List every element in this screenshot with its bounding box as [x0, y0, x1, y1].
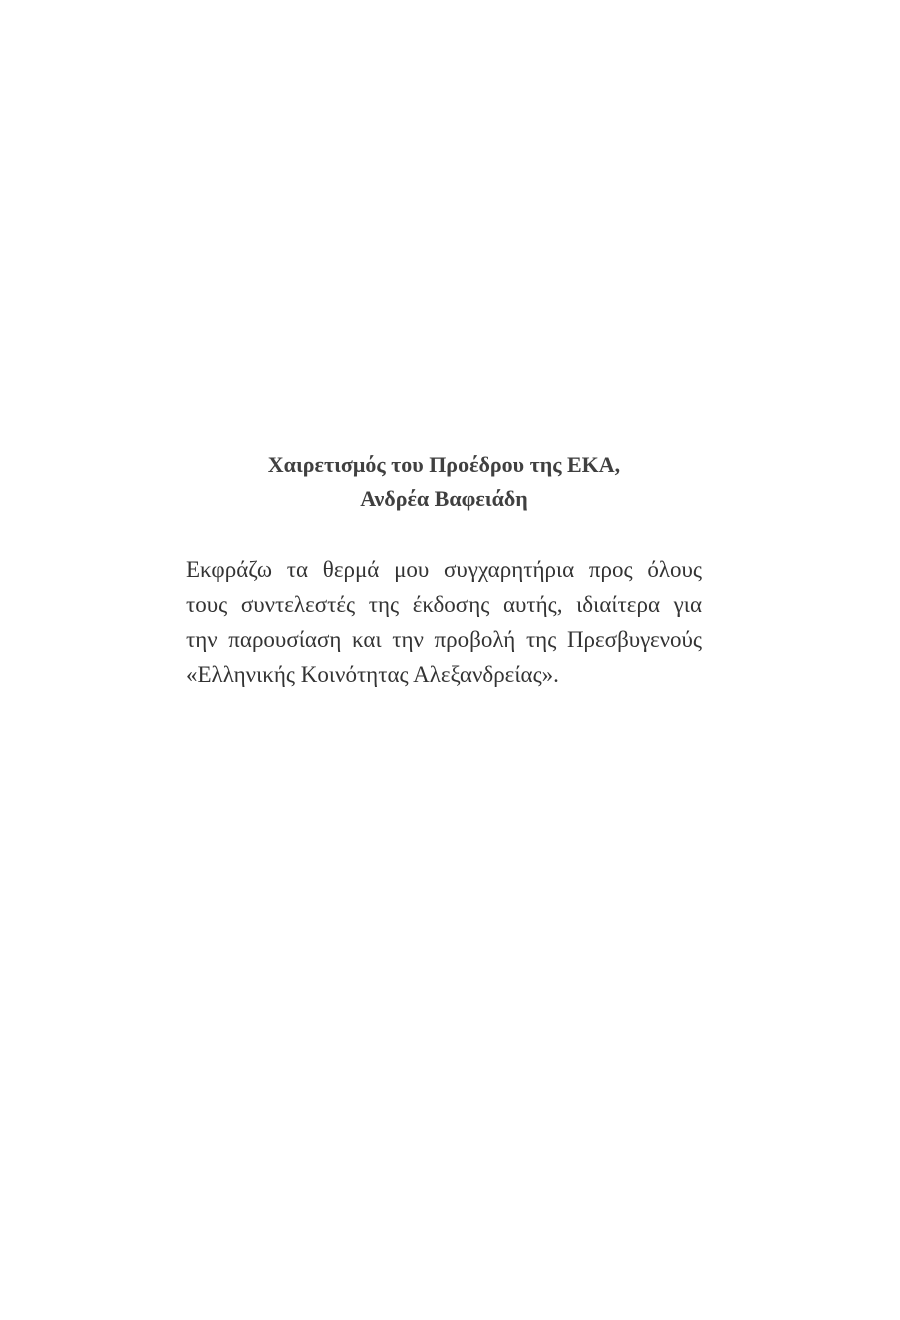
body-line-3: την παρουσίαση και την προβολή της Πρεσβυγενούς — [186, 627, 702, 652]
greeting-section — [186, 448, 702, 692]
body-line-2: τους συντελεστές της έκδοσης αυτής, ιδιαίτερα για — [186, 592, 702, 617]
greeting-title-line-1: Χαιρετισμός του Προέδρου της ΕΚΑ, — [267, 452, 621, 477]
greeting-title-line-2: Ανδρέα Βαφειάδη — [360, 486, 528, 511]
body-line-1: Εκφράζω τα θερμά μου συγχαρητήρια προς όλους — [186, 557, 702, 582]
greeting-body — [186, 552, 702, 692]
greeting-title — [186, 448, 702, 516]
body-line-4: «Ελληνικής Κοινότητας Αλεξανδρείας». — [186, 662, 559, 687]
